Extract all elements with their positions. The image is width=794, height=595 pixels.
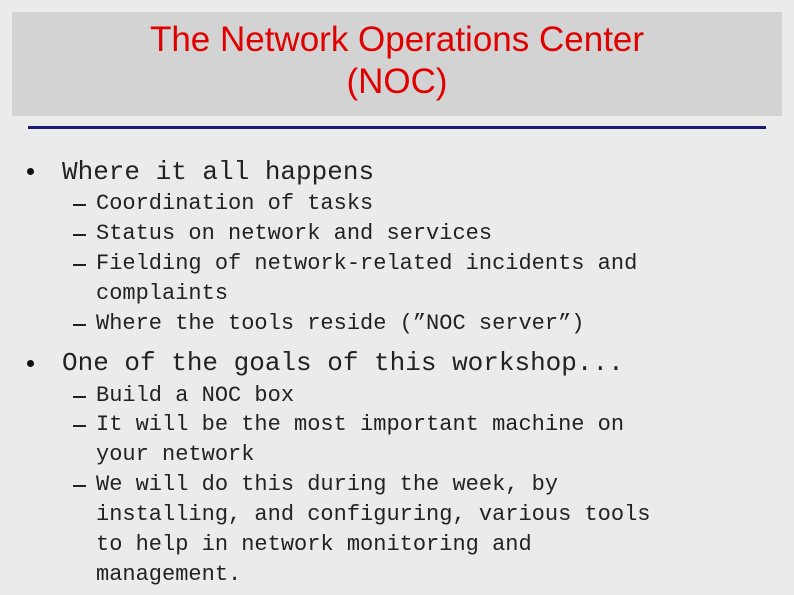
- sub-bullet-item: Fielding of network-related incidents and complaints: [96, 251, 638, 306]
- bullet-item: One of the goals of this workshop...: [62, 348, 624, 378]
- slide-title-line-1: The Network Operations Center: [149, 20, 645, 59]
- bullet-dot-icon: [27, 168, 34, 175]
- sub-bullet-item: Build a NOC box: [96, 383, 295, 408]
- sub-bullet-item: We will do this during the week, by installing, and configuring, various tools to help in network monitoring and management.: [96, 472, 651, 587]
- sub-bullet-item: It will be the most important machine on your network: [96, 412, 625, 467]
- dash-icon: [73, 234, 86, 236]
- dash-icon: [73, 204, 86, 206]
- sub-bullet-item: Where the tools reside (”NOC server”): [96, 311, 585, 336]
- bullet-item: Where it all happens: [62, 157, 375, 187]
- sub-bullet-item: Coordination of tasks: [96, 191, 374, 216]
- dash-icon: [73, 264, 86, 266]
- sub-bullet-item: Status on network and services: [96, 221, 493, 246]
- dash-icon: [73, 396, 86, 398]
- slide-title-line-2: (NOC): [346, 62, 448, 101]
- dash-icon: [73, 425, 86, 427]
- dash-icon: [73, 324, 86, 326]
- dash-icon: [73, 485, 86, 487]
- bullet-dot-icon: [27, 360, 34, 367]
